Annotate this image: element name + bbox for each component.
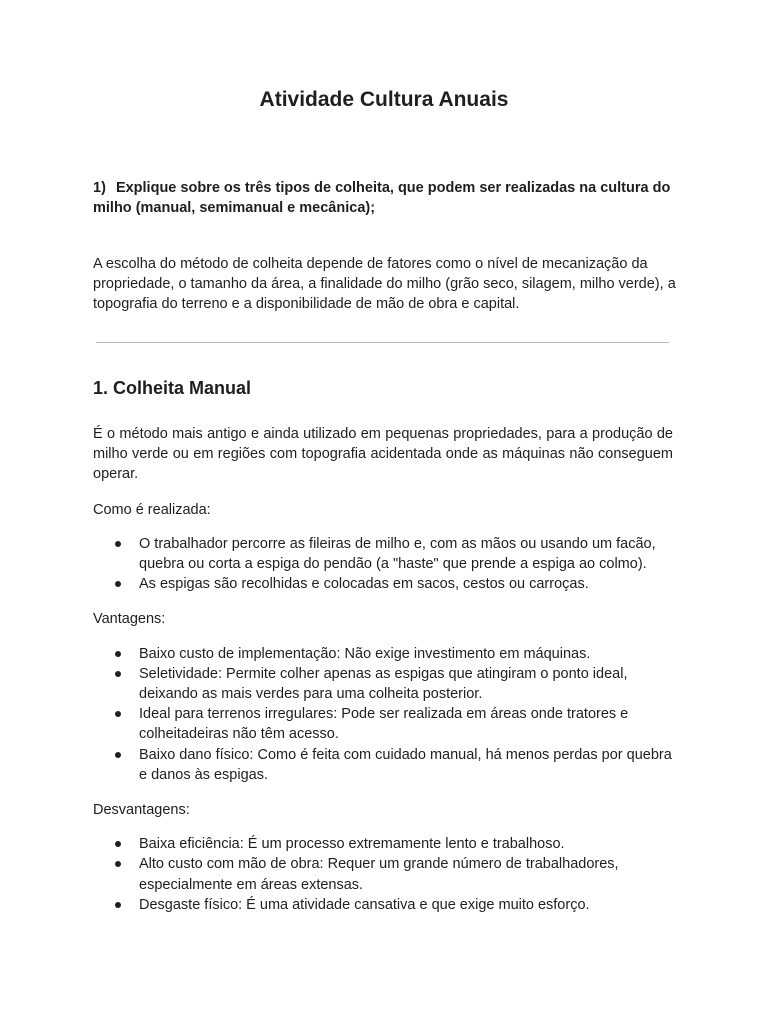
question-text: Explique sobre os três tipos de colheita, que podem ser realizadas na cultura do milho (manual, semimanual e mecânica); — [93, 180, 671, 216]
list-item: As espigas são recolhidas e colocadas em sacos, cestos ou carroças. — [93, 574, 673, 594]
question-number: 1) — [93, 180, 106, 196]
list-item: Seletividade: Permite colher apenas as espigas que atingiram o ponto ideal, deixando as mais verdes para uma colheita posterior. — [93, 664, 673, 704]
disadvantages-list — [93, 834, 673, 915]
disadvantages-label: Desvantagens: — [93, 802, 190, 819]
list-item: Baixo custo de implementação: Não exige investimento em máquinas. — [93, 644, 673, 664]
section-description: É o método mais antigo e ainda utilizado em pequenas propriedades, para a produção de milho verde ou em regiões com topografia acidentada onde as máquinas não conseguem operar. — [93, 426, 673, 483]
how-list — [93, 534, 673, 595]
list-item: Desgaste físico: É uma atividade cansativa e que exige muito esforço. — [93, 895, 673, 915]
how-label: Como é realizada: — [93, 501, 211, 518]
bullet-icon — [115, 581, 121, 587]
document-title: Atividade Cultura Anuais — [259, 88, 509, 111]
bullet-icon — [115, 841, 121, 847]
advantages-list — [93, 644, 673, 785]
question-1 — [93, 178, 678, 218]
list-item: Alto custo com mão de obra: Requer um grande número de trabalhadores, especialmente em áreas extensas. — [93, 854, 673, 894]
list-item: Baixo dano físico: Como é feita com cuidado manual, há menos perdas por quebra e danos às espigas. — [93, 745, 673, 785]
list-item: Baixa eficiência: É um processo extremamente lento e trabalhoso. — [93, 834, 673, 854]
list-item: O trabalhador percorre as fileiras de milho e, com as mãos ou usando um facão, quebra ou corta a espiga do pendão (a "haste" que prende a espiga ao colmo). — [93, 534, 673, 574]
bullet-icon — [115, 861, 121, 867]
section-body — [93, 424, 673, 915]
bullet-icon — [115, 651, 121, 657]
intro-paragraph: A escolha do método de colheita depende de fatores como o nível de mecanização da propriedade, o tamanho da área, a finalidade do milho (grão seco, silagem, milho verde), a topografia do terreno e a disponibilidade de mão de obra e capital. — [93, 256, 676, 312]
bullet-icon — [115, 902, 121, 908]
section-heading: 1. Colheita Manual — [93, 378, 252, 398]
horizontal-divider — [96, 342, 669, 343]
bullet-icon — [115, 671, 121, 677]
bullet-icon — [115, 541, 121, 547]
advantages-label: Vantagens: — [93, 611, 166, 628]
list-item: Ideal para terrenos irregulares: Pode ser realizada em áreas onde tratores e colheitadeiras não têm acesso. — [93, 704, 673, 744]
bullet-icon — [115, 711, 121, 717]
bullet-icon — [115, 752, 121, 758]
